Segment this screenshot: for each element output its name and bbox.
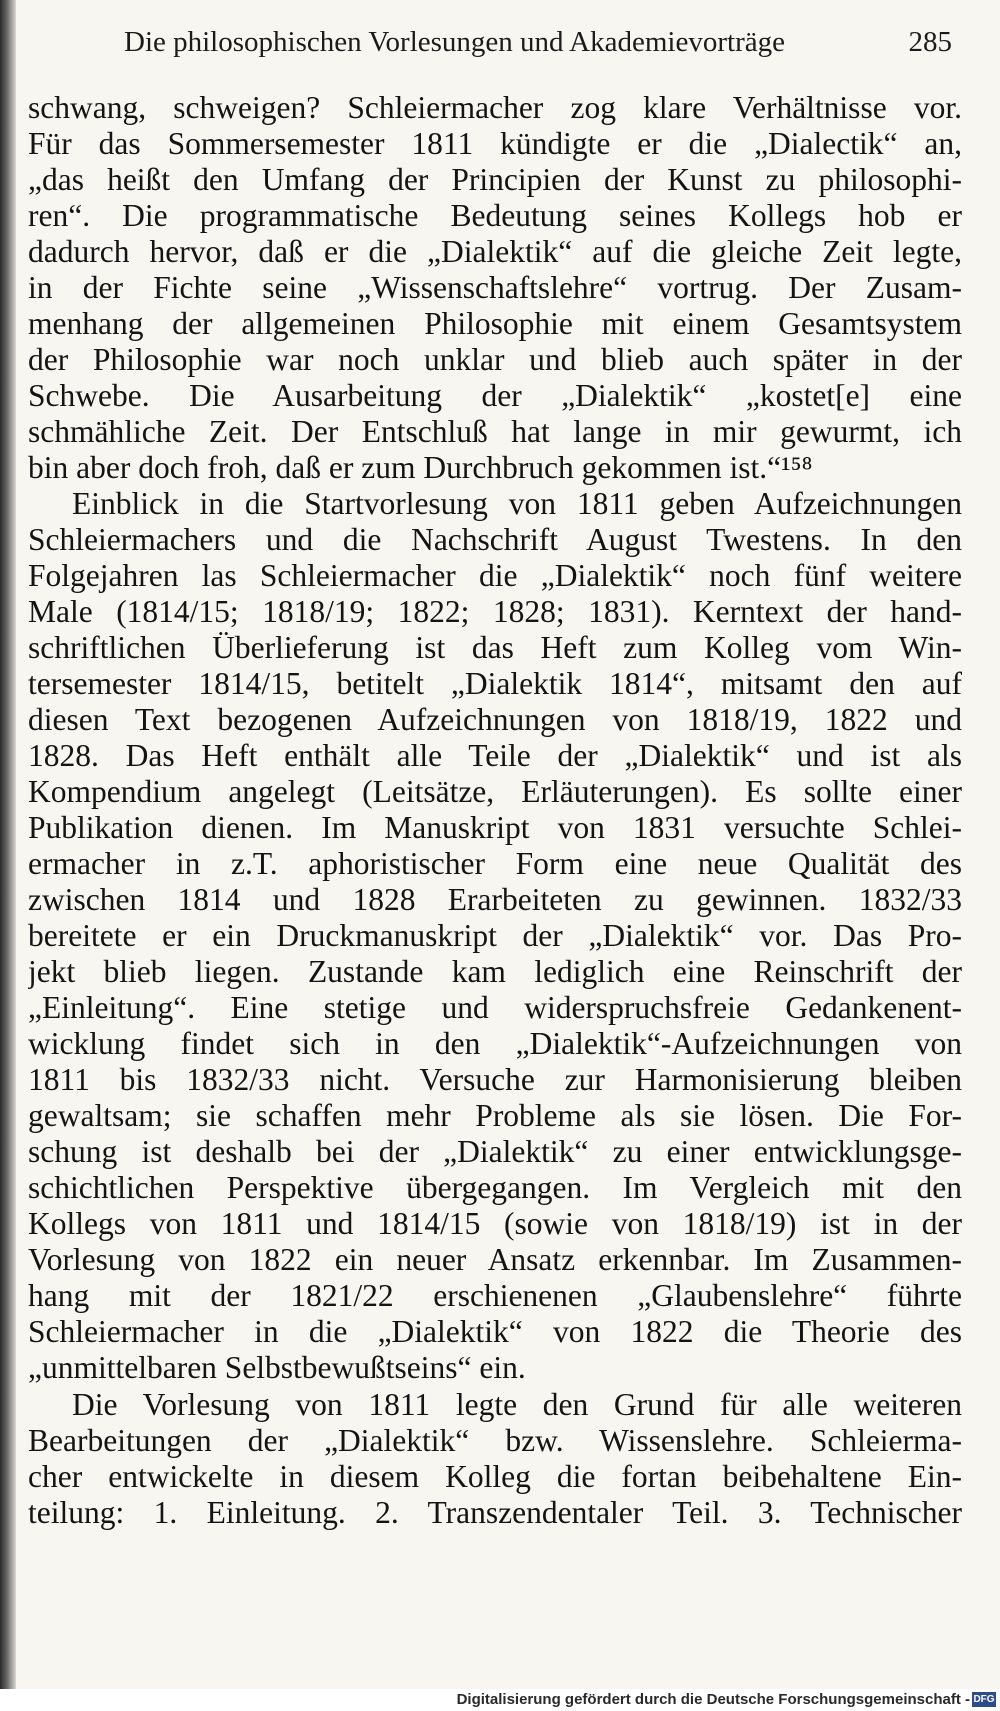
text-line: Schwebe. Die Ausarbeitung der „Dialektik“ „kostet[e] eine: [28, 378, 962, 413]
text-line: jekt blieb liegen. Zustande kam lediglich eine Reinschrift der: [28, 954, 962, 989]
text-line: 1811 bis 1832/33 nicht. Versuche zur Harmonisierung bleiben: [28, 1062, 962, 1097]
body-text: [28, 90, 962, 1531]
text-line: in der Fichte seine „Wissenschaftslehre“ vortrug. Der Zusam-: [28, 270, 962, 305]
text-line: hang mit der 1821/22 erschienenen „Glaubenslehre“ führte: [28, 1278, 962, 1313]
text-line: 1828. Das Heft enthält alle Teile der „Dialektik“ und ist als: [28, 738, 962, 773]
paragraph-first-line: Einblick in die Startvorlesung von 1811 geben Aufzeichnungen: [72, 486, 962, 521]
text-line: Publikation dienen. Im Manuskript von 1831 versuchte Schlei-: [28, 810, 962, 845]
page-header: [124, 22, 952, 66]
text-line: gewaltsam; sie schaffen mehr Probleme als sie lösen. Die For-: [28, 1098, 962, 1133]
dfg-logo: DFG: [973, 1694, 995, 1705]
text-line: ermacher in z.T. aphoristischer Form eine neue Qualität des: [28, 846, 962, 881]
text-line: schriftlichen Überlieferung ist das Heft zum Kolleg vom Win-: [28, 630, 962, 665]
text-line: menhang der allgemeinen Philosophie mit einem Gesamtsystem: [28, 306, 962, 341]
text-line: Vorlesung von 1822 ein neuer Ansatz erkennbar. Im Zusammen-: [28, 1242, 962, 1277]
text-line: tersemester 1814/15, betitelt „Dialektik 1814“, mitsamt den auf: [28, 666, 962, 701]
text-line: Male (1814/15; 1818/19; 1822; 1828; 1831). Kerntext der hand-: [28, 594, 962, 629]
text-line: „das heißt den Umfang der Principien der Kunst zu philosophi-: [28, 162, 962, 197]
text-line: Bearbeitungen der „Dialektik“ bzw. Wissenslehre. Schleierma-: [28, 1423, 962, 1458]
text-line: schichtlichen Perspektive übergegangen. Im Vergleich mit den: [28, 1170, 962, 1205]
text-line: Schleiermachers und die Nachschrift August Twestens. In den: [28, 522, 962, 557]
text-line: der Philosophie war noch unklar und blieb auch später in der: [28, 342, 962, 377]
text-line: schmähliche Zeit. Der Entschluß hat lange in mir gewurmt, ich: [28, 414, 962, 449]
text-line: „Einleitung“. Eine stetige und widerspruchsfreie Gedankenent-: [28, 990, 962, 1025]
paragraph-first-line: Die Vorlesung von 1811 legte den Grund für alle weiteren: [72, 1387, 962, 1422]
text-line: Kollegs von 1811 und 1814/15 (sowie von 1818/19) ist in der: [28, 1206, 962, 1241]
funding-credit: Digitalisierung gefördert durch die Deutsche Forschungsgemeinschaft -: [456, 1691, 970, 1708]
text-line: bereitete er ein Druckmanuskript der „Dialektik“ vor. Das Pro-: [28, 918, 962, 953]
text-line: schung ist deshalb bei der „Dialektik“ zu einer entwicklungsge-: [28, 1134, 962, 1169]
text-line: schwang, schweigen? Schleiermacher zog klare Verhältnisse vor.: [28, 90, 962, 125]
page-number: 285: [908, 26, 952, 58]
text-line: cher entwickelte in diesem Kolleg die fortan beibehaltene Ein-: [28, 1459, 962, 1494]
text-line: Kompendium angelegt (Leitsätze, Erläuterungen). Es sollte einer: [28, 774, 962, 809]
digitization-footer: [0, 1689, 1000, 1711]
text-line: Folgejahren las Schleiermacher die „Dialektik“ noch fünf weitere: [28, 558, 962, 593]
text-line: ren“. Die programmatische Bedeutung seines Kollegs hob er: [28, 198, 962, 233]
running-title: Die philosophischen Vorlesungen und Akademievorträge: [124, 26, 785, 58]
text-line: dadurch hervor, daß er die „Dialektik“ auf die gleiche Zeit legte,: [28, 234, 962, 269]
text-line: zwischen 1814 und 1828 Erarbeiteten zu gewinnen. 1832/33: [28, 882, 962, 917]
text-line: bin aber doch froh, daß er zum Durchbruch gekommen ist.“¹⁵⁸: [28, 450, 813, 485]
text-line: Schleiermacher in die „Dialektik“ von 1822 die Theorie des: [28, 1314, 962, 1349]
text-line: Für das Sommersemester 1811 kündigte er die „Dialectik“ an,: [28, 126, 962, 161]
text-line: diesen Text bezogenen Aufzeichnungen von 1818/19, 1822 und: [28, 702, 962, 737]
text-line: teilung: 1. Einleitung. 2. Transzendentaler Teil. 3. Technischer: [28, 1495, 962, 1530]
text-line: „unmittelbaren Selbstbewußtseins“ ein.: [28, 1350, 526, 1385]
text-line: wicklung findet sich in den „Dialektik“-Aufzeichnungen von: [28, 1026, 962, 1061]
